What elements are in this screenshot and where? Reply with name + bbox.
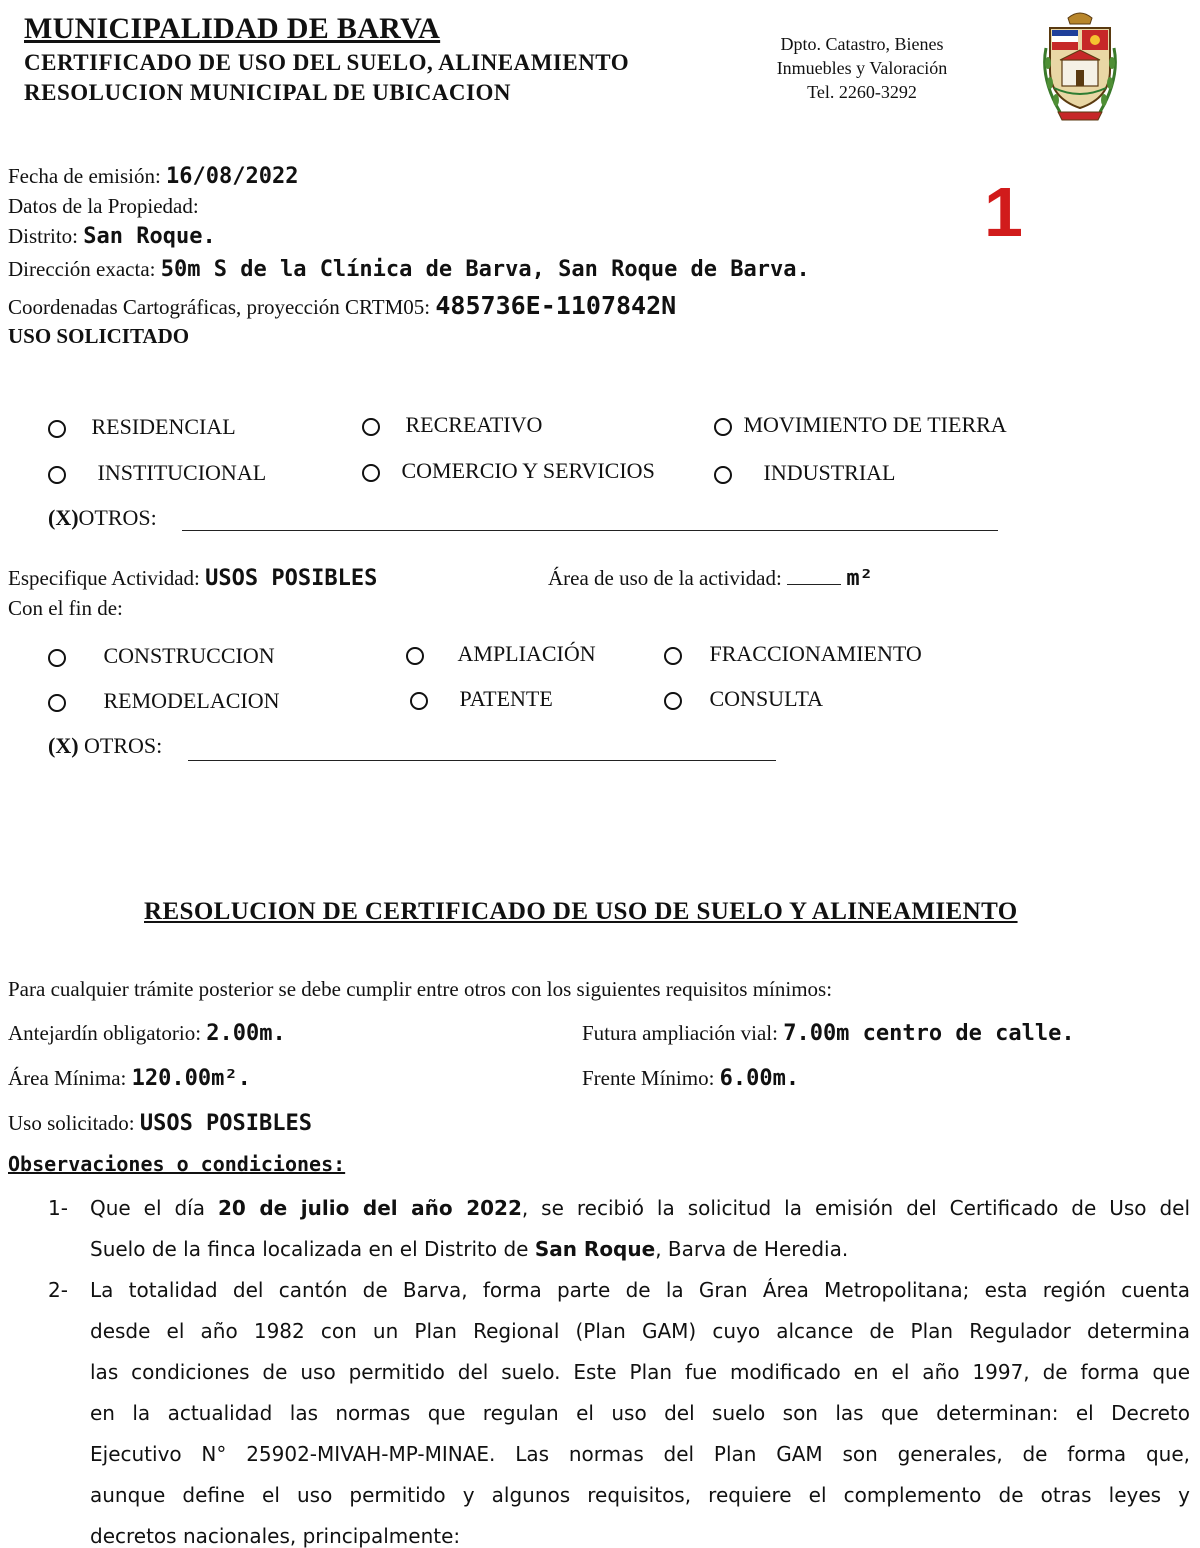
issue-date-label: Fecha de emisión: [8,164,161,188]
option-recreativo[interactable]: RECREATIVO [362,412,542,438]
option-patente[interactable]: PATENTE [410,686,553,712]
municipal-crest-icon [1040,8,1120,126]
option-industrial[interactable]: INDUSTRIAL [714,460,896,486]
purpose-label: Con el fin de: [8,596,123,620]
district-row [8,224,216,249]
area-blank-line[interactable] [787,570,841,585]
radio-icon[interactable] [664,647,682,665]
address-row [8,257,810,282]
observation-2-line-1: La totalidad del cantón de Barva, forma parte de la Gran Área Metropolitana; esta región cuenta [90,1278,1190,1302]
min-frontage-value: 6.00m. [719,1066,800,1091]
otros-uso-blank-line[interactable] [182,530,998,531]
district-label: Distrito: [8,224,79,248]
min-area-value: 120.00m². [131,1066,251,1091]
radio-icon[interactable] [714,466,732,484]
min-area-label: Área Mínima: [8,1066,127,1090]
setback-value: 2.00m. [206,1021,286,1046]
radio-icon[interactable] [48,420,66,438]
otros-fin-blank-line[interactable] [188,760,776,761]
option-construccion[interactable]: CONSTRUCCION [48,643,275,669]
observations-title: Observaciones o condiciones: [8,1152,346,1176]
road-widening-value: 7.00m centro de calle. [783,1021,1075,1046]
option-institucional[interactable]: INSTITUCIONAL [48,460,266,486]
option-consulta[interactable]: CONSULTA [664,686,823,712]
radio-icon[interactable] [664,692,682,710]
activity-area-row [548,566,873,591]
certificate-subtitle: CERTIFICADO DE USO DEL SUELO, ALINEAMIENTO [24,50,630,75]
page-number: 1 [984,173,1023,251]
department-line: Dpto. Catastro, Bienes [780,34,944,54]
radio-icon[interactable] [410,692,428,710]
item-number: 1- [48,1196,68,1220]
requested-use-header: USO SOLICITADO [8,324,190,348]
observation-2-line-6: aunque define el uso permitido y algunos requisitos, requiere el complemento de otras leyes y [90,1483,1190,1507]
activity-area-label: Área de uso de la actividad: [548,566,782,590]
activity-value: USOS POSIBLES [205,566,378,591]
setback-label: Antejardín obligatorio: [8,1021,202,1045]
requested-use-value: USOS POSIBLES [139,1111,313,1136]
activity-row [8,566,377,591]
radio-icon[interactable] [48,466,66,484]
radio-icon[interactable] [48,694,66,712]
activity-label: Especifique Actividad: [8,566,200,590]
resolution-subtitle: RESOLUCION MUNICIPAL DE UBICACION [24,80,511,105]
resolution-title: RESOLUCION DE CERTIFICADO DE USO DE SUELO Y ALINEAMIENTO [144,898,1018,925]
observation-2-line-5: Ejecutivo N° 25902-MIVAH-MP-MINAE. Las normas del Plan GAM son generales, de forma que, [90,1442,1190,1466]
observation-2-line-7: decretos nacionales, principalmente: [90,1524,461,1548]
radio-icon[interactable] [48,649,66,667]
observation-1-line-2: Suelo de la finca localizada en el Distrito de San Roque, Barva de Heredia. [90,1237,849,1261]
observation-2-line-4: en la actualidad las normas que regulan el uso del suelo son las que determinan: el Decreto [90,1401,1190,1425]
observation-2-line-3: las condiciones de uso permitido del suelo. Este Plan fue modificado en el año 1997, de forma que [90,1360,1190,1384]
coordinates-row [8,291,676,320]
option-otros-uso[interactable]: (X)OTROS: [48,505,157,530]
issue-date-row [8,164,299,189]
checked-mark: (X) [48,505,79,530]
option-otros-fin[interactable]: (X) OTROS: [48,733,163,758]
min-frontage-label: Frente Mínimo: [582,1066,715,1090]
requirements-intro: Para cualquier trámite posterior se debe cumplir entre otros con los siguientes requisitos mínimos: [8,977,833,1001]
road-widening-row [582,1021,1075,1046]
area-unit: m² [846,566,873,591]
radio-icon[interactable] [362,418,380,436]
option-remodelacion[interactable]: REMODELACION [48,688,280,714]
municipality-title: MUNICIPALIDAD DE BARVA [24,12,441,45]
option-comercio-y-servicios[interactable]: COMERCIO Y SERVICIOS [362,458,655,484]
option-movimiento-de-tierra[interactable]: MOVIMIENTO DE TIERRA [714,412,1007,438]
observation-2-line-2: desde el año 1982 con un Plan Regional (Plan GAM) cuyo alcance de Plan Regulador determina [90,1319,1190,1343]
observation-1-line-1: Que el día 20 de julio del año 2022, se recibió la solicitud la emisión del Certificado de Uso del [90,1196,1191,1220]
property-data-label: Datos de la Propiedad: [8,194,199,218]
requested-use-label: Uso solicitado: [8,1111,135,1135]
radio-icon[interactable] [406,647,424,665]
min-frontage-row [582,1066,799,1091]
radio-icon[interactable] [714,418,732,436]
department-line: Inmuebles y Valoración [776,58,948,78]
address-label: Dirección exacta: [8,257,156,281]
checked-mark: (X) [48,733,79,758]
address-value: 50m S de la Clínica de Barva, San Roque de Barva. [160,257,810,282]
road-widening-label: Futura ampliación vial: [582,1021,778,1045]
district-value: San Roque. [83,224,216,249]
coordinates-label: Coordenadas Cartográficas, proyección CRTM05: [8,295,431,319]
radio-icon[interactable] [362,464,380,482]
requested-use-row [8,1111,312,1136]
setback-row [8,1021,286,1046]
item-number: 2- [48,1278,68,1302]
option-fraccionamiento[interactable]: FRACCIONAMIENTO [664,641,922,667]
option-ampliacion[interactable]: AMPLIACIÓN [406,641,596,667]
coordinates-value: 485736E-1107842N [435,291,677,320]
issue-date-value: 16/08/2022 [166,164,299,189]
department-phone: Tel. 2260-3292 [807,82,917,102]
option-residencial[interactable]: RESIDENCIAL [48,414,236,440]
min-area-row [8,1066,251,1091]
